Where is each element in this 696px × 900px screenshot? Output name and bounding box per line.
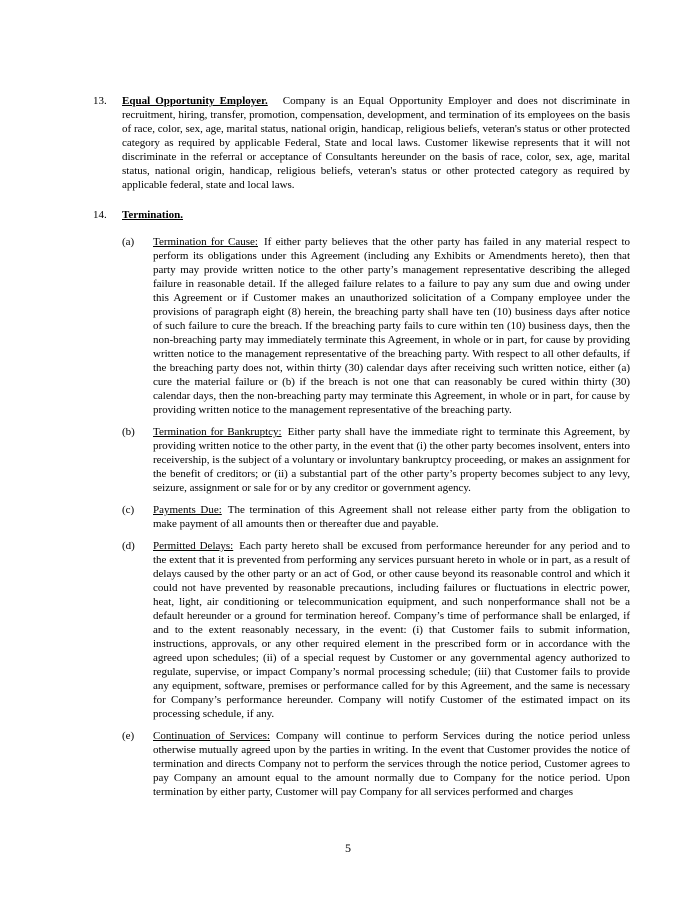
subsection-text (153, 503, 630, 531)
subsection-termination-for-cause (122, 235, 630, 417)
section-equal-opportunity-employer (93, 94, 630, 192)
subsection-body-text: Each party hereto shall be excused from performance hereunder for any period and to the extent that it is prevented from performing any services pursuant hereto in whole or in part, as a result of delays caused by the other party or an act of God, or other cause beyond its reasonable control and which it could not have prevented by reasonable precautions, including failures or fluctuations in electric power, heat, light, air conditioning or telecommunication equipment, and such nonperformance shall not be a default hereunder or a ground for termination hereof. Company’s time of performance shall be enlarged, if and to the extent reasonably necessary, in the event: (i) that Customer fails to submit information, instructions, approvals, or any other required element in the prescribed form or in accordance with the agreed upon schedules; (ii) of a special request by Customer or any governmental agency authorized to regulate, supervise, or impact Company’s normal processing schedule; (iii) that Customer fails to provide any equipment, software, premises or performance called for by this Agreement, and the same is necessary for Company’s performance hereunder. Company will notify Customer of the estimated impact on its processing schedule, if any. (153, 540, 630, 720)
subsection-title: Payments Due: (153, 504, 222, 516)
section-heading: Termination. (122, 209, 184, 221)
section-termination (93, 208, 630, 222)
section-text (122, 94, 630, 192)
subsection-label: (a) (122, 236, 135, 248)
subsection-body-text: Either party shall have the immediate right to terminate this Agreement, by providing written notice to the other party, in the event that (i) the other party becomes insolvent, enters into receivership, is the subject of a voluntary or involuntary bankruptcy proceeding, or makes an assignment for the benefit of creditors; or (ii) a substantial part of the other party’s property becomes subject to any levy, seizure, assignment or sale for or by any creditor or government agency. (153, 426, 631, 494)
document-body (93, 94, 630, 807)
subsection-title: Continuation of Services: (153, 730, 270, 742)
subsection-label: (c) (122, 504, 135, 516)
section-number: 13. (93, 95, 107, 107)
subsection-title: Termination for Bankruptcy: (153, 426, 282, 438)
subsection-title: Termination for Cause: (153, 236, 258, 248)
subsection-title: Permitted Delays: (153, 540, 234, 552)
subsection-label: (e) (122, 730, 135, 742)
subsection-label: (d) (122, 540, 135, 552)
page-number: 5 (345, 841, 351, 855)
section-text (122, 208, 630, 222)
subsection-body-text: If either party believes that the other party has failed in any material respect to perform its obligations under this Agreement (including any Exhibits or Amendments hereto), then that party may provide written notice to the other party’s management representative describing the alleged failure in reasonable detail. If the alleged failure relates to a failure to pay any sum due and owing under this Agreement or if Customer makes an unauthorized solicitation of a Company employee under the provisions of paragraph eight (8) herein, the breaching party shall have ten (10) business days after notice of such failure to cure the breach. If the breaching party fails to cure within ten (10) business days, then the non-breaching party may immediately terminate this Agreement, in whole or in part, for cause by providing written notice to the management representative of the breaching party. With respect to all other defaults, if the breaching party does not, within thirty (30) calendar days after receiving such written notice, either (a) cure the material failure or (b) if the breach is not one that can reasonably be cured within thirty (30) calendar days, then the non-breaching party may terminate this Agreement, in whole or in part, for cause by providing written notice to the management representative of the breaching party. (153, 236, 630, 416)
subsection-text (153, 425, 630, 495)
subsection-continuation-of-services (122, 729, 630, 799)
subsection-payments-due (122, 503, 630, 531)
section-heading: Equal Opportunity Employer. (122, 95, 268, 107)
subsection-termination-for-bankruptcy (122, 425, 630, 495)
section-body-text: Company is an Equal Opportunity Employer and does not discriminate in recruitment, hiring, transfer, promotion, compensation, development, and termination of its employees on the basis of race, color, sex, age, marital status, national origin, handicap, religious beliefs, veteran's status or other protected category as required by applicable Federal, State and local laws. Customer likewise represents that it will not discriminate in the referral or acceptance of Consultants hereunder on the basis of race, color, sex, age, marital status, national origin, handicap, religious beliefs, veteran's status or other protected category as required by applicable federal, state and local laws. (122, 95, 630, 191)
subsection-body-text: The termination of this Agreement shall not release either party from the obligation to make payment of all amounts then or thereafter due and payable. (153, 504, 630, 530)
subsection-text (153, 539, 630, 721)
subsection-text (153, 235, 630, 417)
section-number: 14. (93, 209, 107, 221)
subsection-text (153, 729, 630, 799)
termination-subsections (122, 235, 630, 799)
subsection-permitted-delays (122, 539, 630, 721)
subsection-label: (b) (122, 426, 135, 438)
subsection-body-text: Company will continue to perform Services during the notice period unless otherwise mutually agreed upon by the parties in writing. In the event that Customer provides the notice of termination and directs Company not to perform the services through the notice period, Customer agrees to pay Company an amount equal to the amount normally due to Company for the notice period. Upon termination by either party, Customer will pay Company for all services performed and charges (153, 730, 630, 798)
